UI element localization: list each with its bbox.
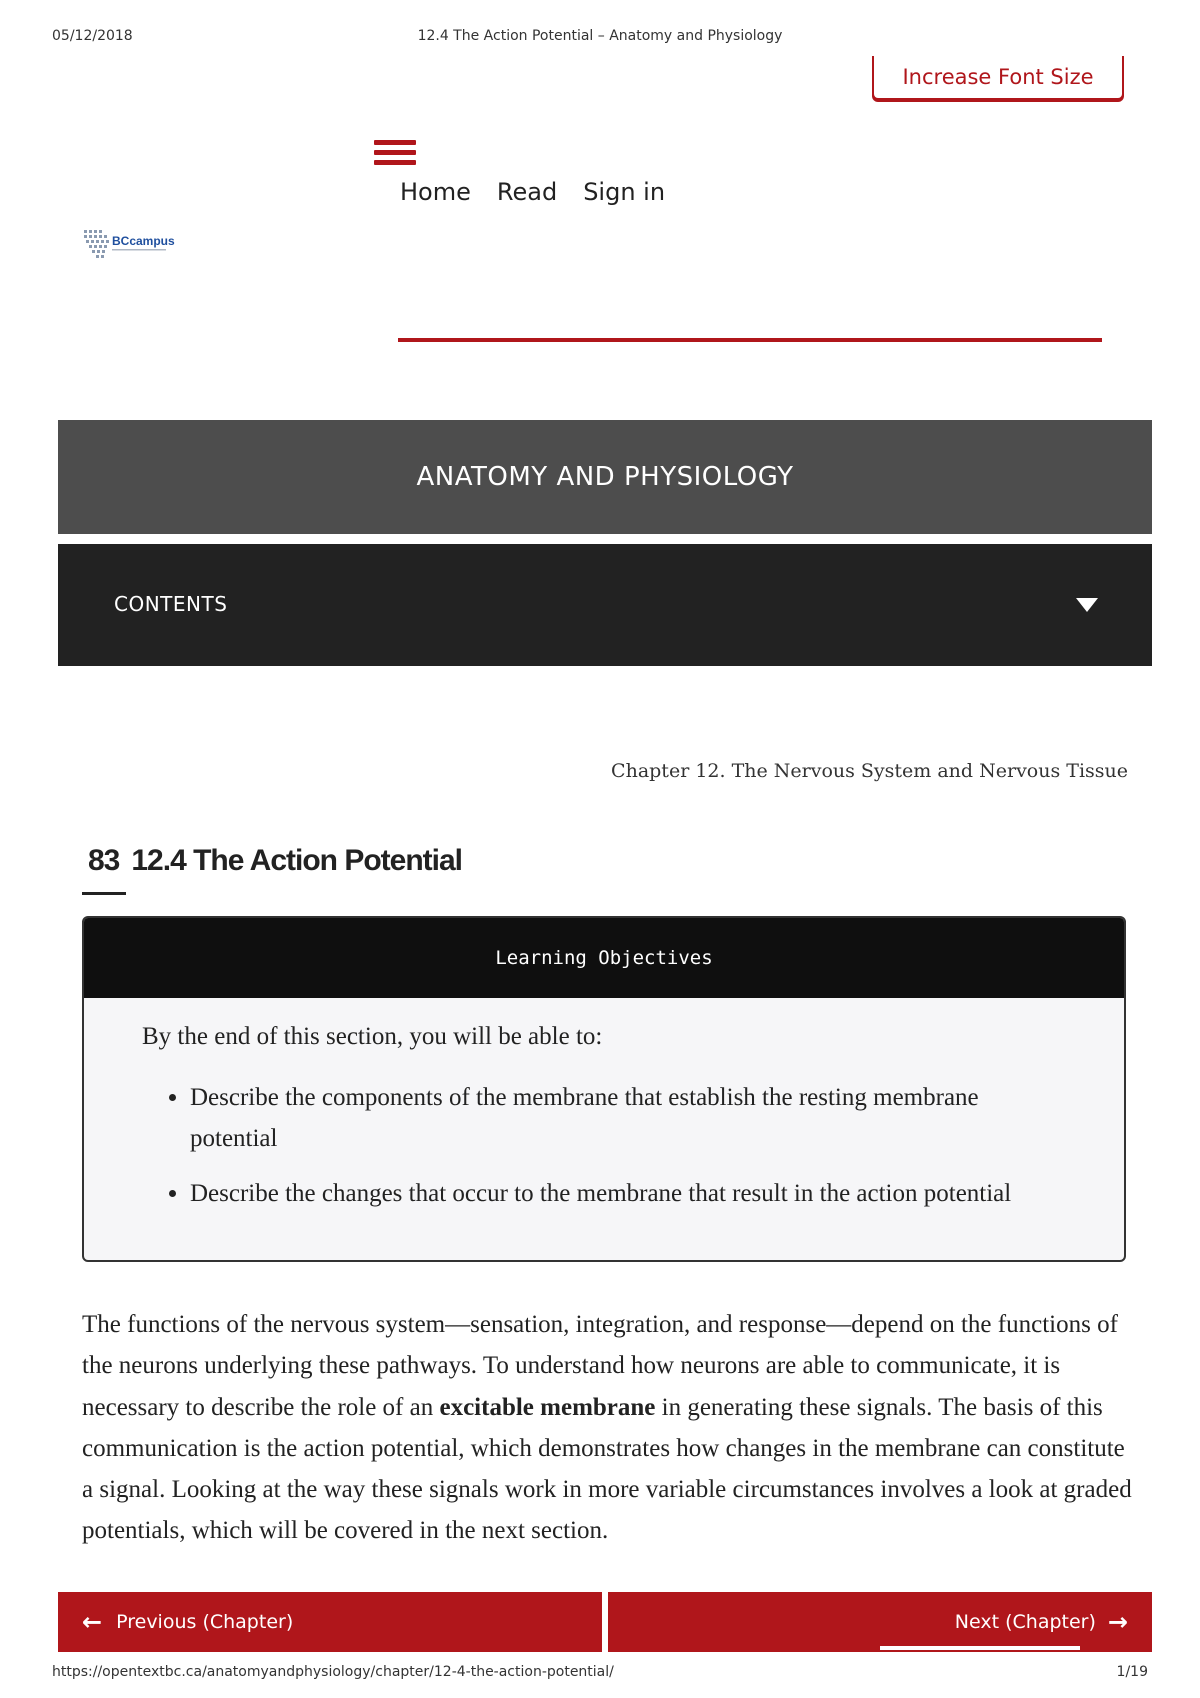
arrow-left-icon: ← bbox=[82, 1608, 103, 1636]
chapter-number: 83 bbox=[88, 844, 120, 877]
page-title bbox=[88, 844, 462, 878]
book-title: ANATOMY AND PHYSIOLOGY bbox=[416, 462, 794, 492]
print-footer bbox=[52, 1664, 1148, 1684]
nav-item-read[interactable]: Read bbox=[496, 178, 558, 206]
book-title-bar[interactable] bbox=[58, 420, 1152, 534]
print-header bbox=[52, 28, 1148, 48]
learning-objectives-intro: By the end of this section, you will be able to: bbox=[142, 1023, 603, 1050]
title-underline bbox=[82, 892, 126, 895]
previous-chapter-label: Previous (Chapter) bbox=[116, 1611, 294, 1633]
nav-item-sign-in[interactable]: Sign in bbox=[583, 178, 666, 206]
nav-divider bbox=[398, 338, 1102, 342]
primary-nav bbox=[400, 178, 665, 206]
print-page-title: 12.4 The Action Potential – Anatomy and Physiology bbox=[417, 28, 783, 44]
chapter-title: 12.4 The Action Potential bbox=[131, 844, 462, 877]
caret-down-icon bbox=[1076, 598, 1098, 612]
bccampus-logo-icon bbox=[82, 226, 182, 264]
learning-objectives-list bbox=[142, 1077, 1068, 1214]
next-button-underline bbox=[880, 1646, 1080, 1650]
logo-text: BCcampus bbox=[112, 234, 175, 248]
paragraph-text-end: in generating these signals. The basis of this communication is the action potential, which demonstrates how changes in the membrane can constitute a signal. Looking at the way these signals work in more variable circumstances involves a look at graded potentials, which will be covered in the next section. bbox=[82, 1393, 1132, 1545]
next-chapter-button[interactable] bbox=[608, 1592, 1152, 1652]
page-url: https://opentextbc.ca/anatomyandphysiology/chapter/12-4-the-action-potential/ bbox=[52, 1664, 614, 1680]
bccampus-logo[interactable] bbox=[82, 226, 182, 264]
page-counter: 1/19 bbox=[1116, 1664, 1148, 1680]
learning-objectives-header bbox=[84, 918, 1124, 998]
next-chapter-label: Next (Chapter) bbox=[954, 1611, 1096, 1633]
previous-chapter-button[interactable] bbox=[58, 1592, 602, 1652]
contents-toggle[interactable] bbox=[58, 544, 1152, 666]
chapter-breadcrumb: Chapter 12. The Nervous System and Nervous Tissue bbox=[611, 760, 1128, 782]
list-item: • Describe the components of the membrane that establish the resting membrane potential bbox=[190, 1077, 1068, 1159]
list-item: • Describe the changes that occur to the membrane that result in the action potential bbox=[190, 1173, 1068, 1214]
increase-font-size-button[interactable]: Increase Font Size bbox=[872, 56, 1124, 100]
paragraph-text-start: The functions of the nervous system—sensation, integration, and response—depend on the functions of the neurons underlying these pathways. To understand how neurons are able to communicate, it is necessary to describe the role of an bbox=[82, 1311, 1118, 1421]
key-term: excitable membrane bbox=[439, 1393, 656, 1421]
learning-objectives-box bbox=[82, 916, 1126, 1262]
arrow-right-icon: → bbox=[1107, 1608, 1128, 1636]
contents-label: CONTENTS bbox=[114, 592, 228, 616]
body-paragraph bbox=[82, 1304, 1132, 1552]
learning-objectives-body bbox=[84, 998, 1124, 1214]
learning-objectives-heading: Learning Objectives bbox=[495, 947, 713, 969]
nav-item-home[interactable]: Home bbox=[400, 178, 471, 206]
print-date: 05/12/2018 bbox=[52, 28, 133, 44]
hamburger-menu-icon[interactable] bbox=[374, 140, 416, 172]
